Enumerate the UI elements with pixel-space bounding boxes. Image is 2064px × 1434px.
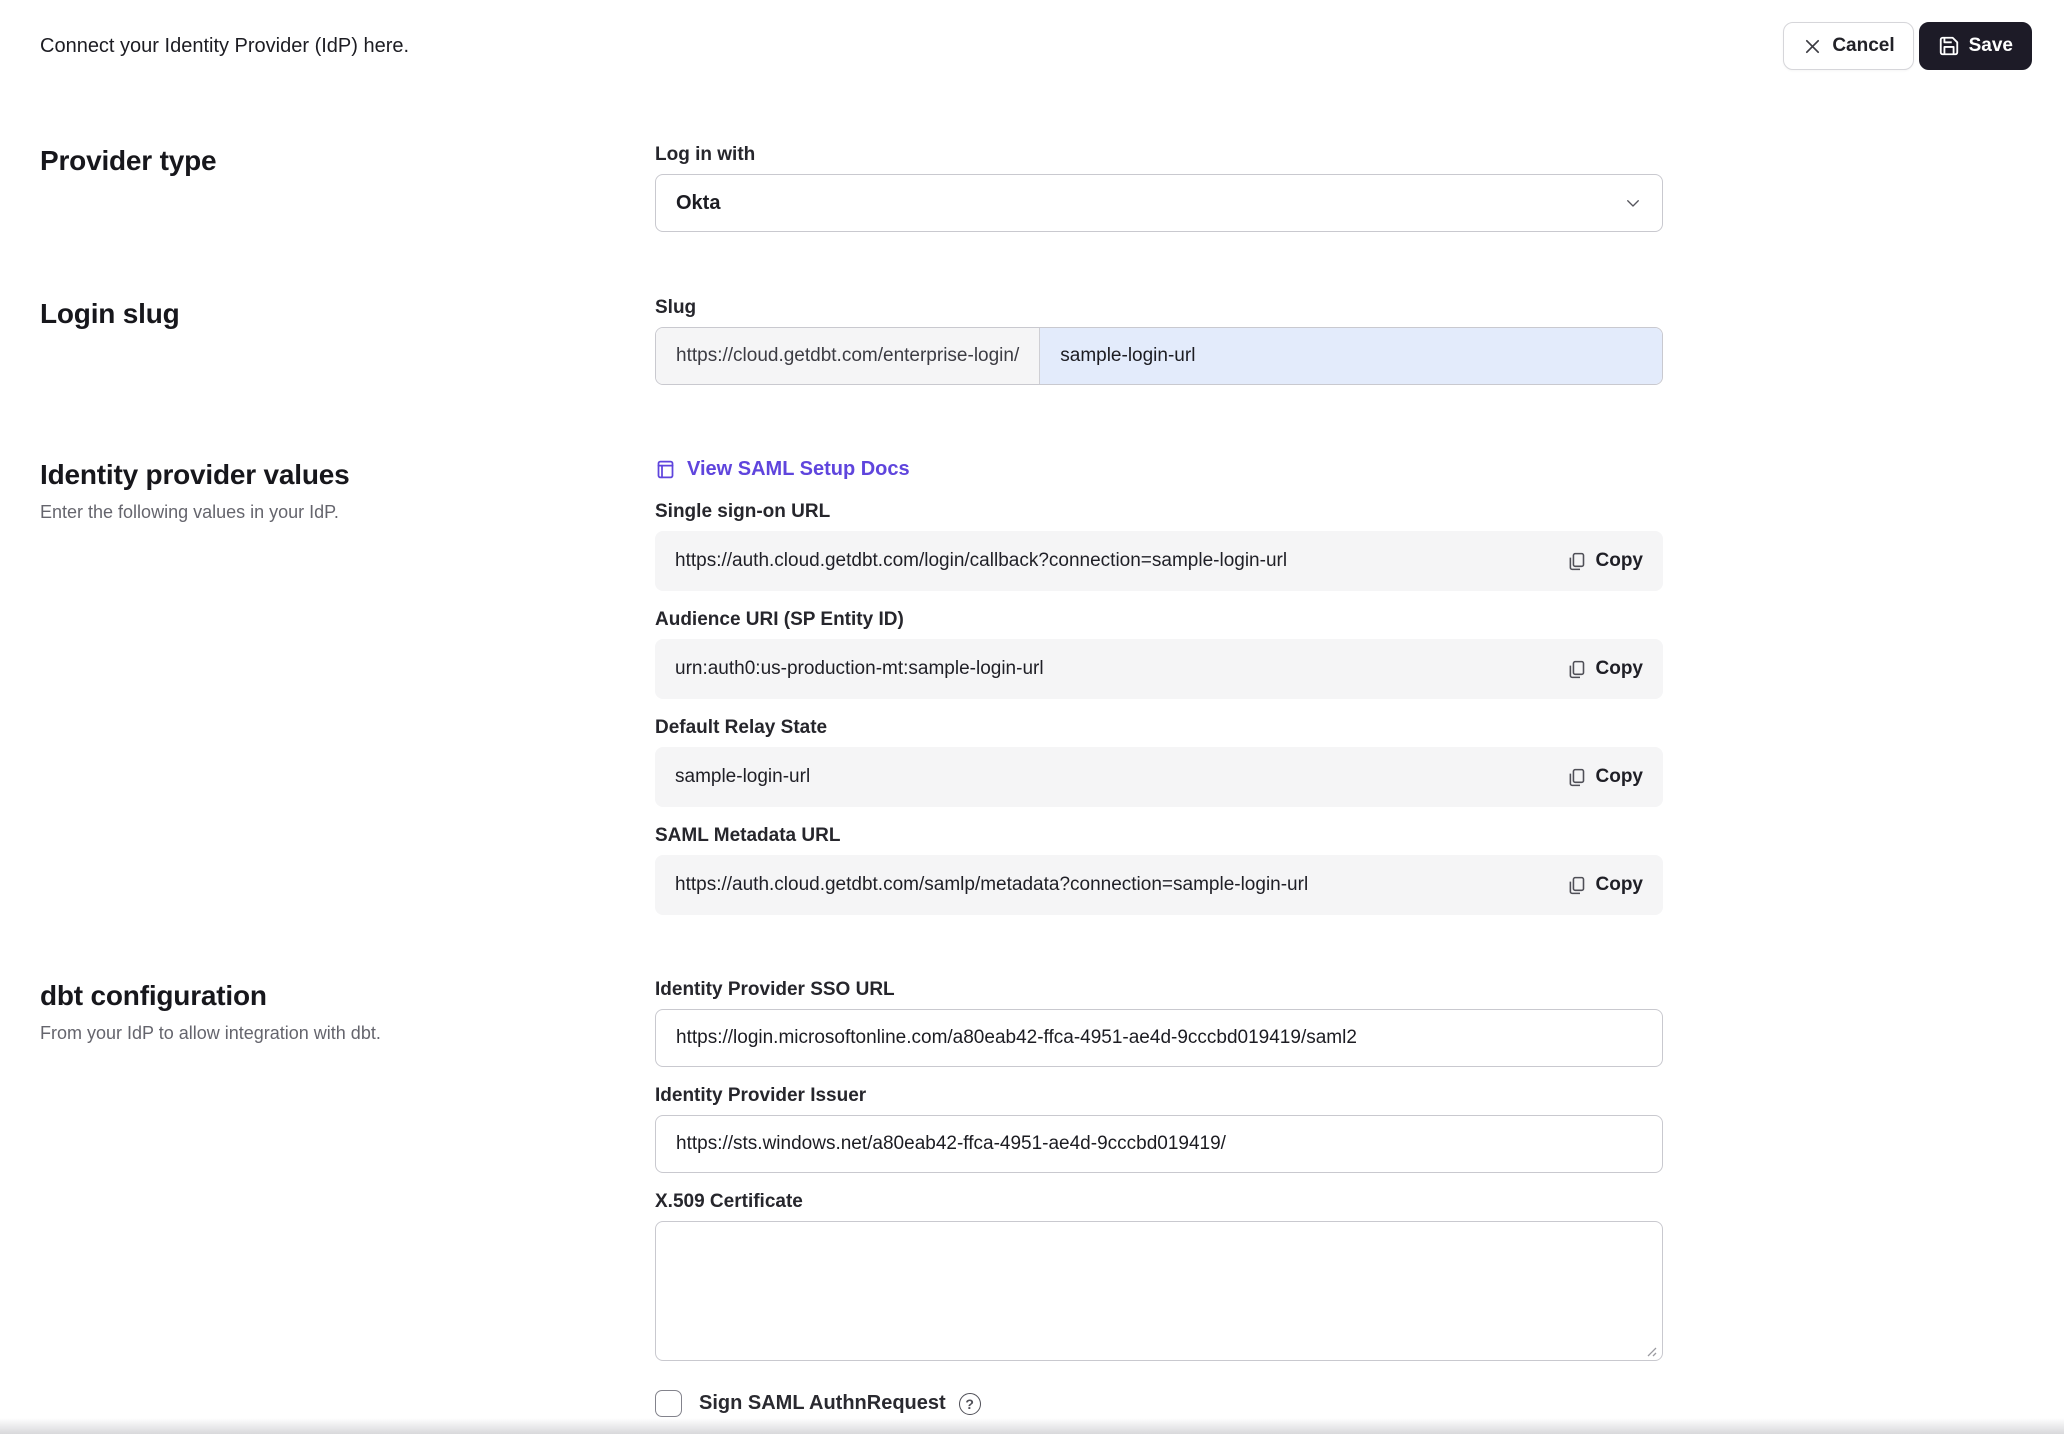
idp-issuer-input[interactable] (655, 1115, 1663, 1173)
help-icon[interactable] (959, 1393, 981, 1415)
audience-uri-label: Audience URI (SP Entity ID) (655, 609, 904, 630)
page-title: Connect your Identity Provider (IdP) here. (40, 34, 410, 57)
sso-url-value: https://auth.cloud.getdbt.com/login/callback?connection=sample-login-url (675, 550, 1288, 571)
relay-state-value: sample-login-url (675, 766, 811, 787)
sso-url-field (655, 531, 1663, 591)
sign-saml-checkbox[interactable] (655, 1390, 682, 1417)
slug-input[interactable] (1040, 328, 1662, 384)
x509-certificate-wrap (655, 1221, 1663, 1366)
idp-sso-url-label: Identity Provider SSO URL (655, 979, 895, 1000)
header-actions (1783, 22, 2032, 70)
audience-uri-field (655, 639, 1663, 699)
close-icon (1802, 36, 1823, 57)
x509-certificate-label: X.509 Certificate (655, 1191, 803, 1212)
copy-icon (1566, 551, 1587, 572)
copy-label: Copy (1595, 874, 1643, 895)
copy-icon (1566, 875, 1587, 896)
copy-icon (1566, 767, 1587, 788)
docs-icon (655, 459, 676, 480)
provider-type-heading: Provider type (40, 145, 217, 176)
sign-saml-label: Sign SAML AuthnRequest (699, 1392, 946, 1414)
bottom-scroll-fade (0, 1418, 2064, 1434)
page-header (0, 0, 2064, 70)
textarea-resize-handle[interactable] (1644, 1344, 1658, 1358)
metadata-url-field (655, 855, 1663, 915)
copy-label: Copy (1595, 658, 1643, 679)
copy-icon (1566, 659, 1587, 680)
metadata-url-label: SAML Metadata URL (655, 825, 841, 846)
login-with-select[interactable] (655, 174, 1663, 232)
metadata-url-value: https://auth.cloud.getdbt.com/samlp/metadata?connection=sample-login-url (675, 874, 1309, 895)
settings-form (0, 144, 2064, 1417)
view-saml-docs-label: View SAML Setup Docs (687, 458, 910, 480)
idp-sso-url-input[interactable] (655, 1009, 1663, 1067)
login-with-selected-value: Okta (676, 191, 721, 214)
x509-certificate-textarea[interactable] (655, 1221, 1663, 1361)
relay-state-label: Default Relay State (655, 717, 828, 738)
audience-uri-value: urn:auth0:us-production-mt:sample-login-url (675, 658, 1044, 679)
dbt-configuration-subtitle: From your IdP to allow integration with dbt. (40, 1023, 381, 1043)
section-provider-type (40, 144, 2032, 232)
view-saml-docs-link[interactable] (655, 458, 910, 481)
slug-url-prefix: https://cloud.getdbt.com/enterprise-login/ (656, 328, 1040, 384)
slug-label: Slug (655, 297, 697, 318)
slug-field-group (655, 327, 1663, 385)
sso-url-label: Single sign-on URL (655, 501, 831, 522)
copy-label: Copy (1595, 766, 1643, 787)
copy-audience-uri-button[interactable] (1566, 658, 1644, 680)
save-button[interactable] (1919, 22, 2032, 70)
copy-relay-state-button[interactable] (1566, 766, 1644, 788)
copy-metadata-url-button[interactable] (1566, 874, 1644, 896)
cancel-button[interactable] (1783, 22, 1913, 70)
section-login-slug (40, 297, 2032, 385)
copy-sso-url-button[interactable] (1566, 550, 1644, 572)
section-dbt-configuration (40, 979, 2032, 1417)
login-slug-heading: Login slug (40, 298, 180, 329)
section-idp-values (40, 458, 2032, 915)
save-icon (1938, 35, 1960, 57)
save-button-label: Save (1968, 35, 2013, 56)
login-with-label: Log in with (655, 144, 756, 165)
idp-issuer-label: Identity Provider Issuer (655, 1085, 867, 1106)
sign-saml-row (655, 1390, 1663, 1417)
dbt-configuration-heading: dbt configuration (40, 980, 267, 1011)
cancel-button-label: Cancel (1832, 35, 1895, 56)
idp-values-heading: Identity provider values (40, 459, 350, 490)
idp-values-subtitle: Enter the following values in your IdP. (40, 502, 339, 522)
chevron-down-icon (1624, 194, 1642, 212)
copy-label: Copy (1595, 550, 1643, 571)
relay-state-field (655, 747, 1663, 807)
